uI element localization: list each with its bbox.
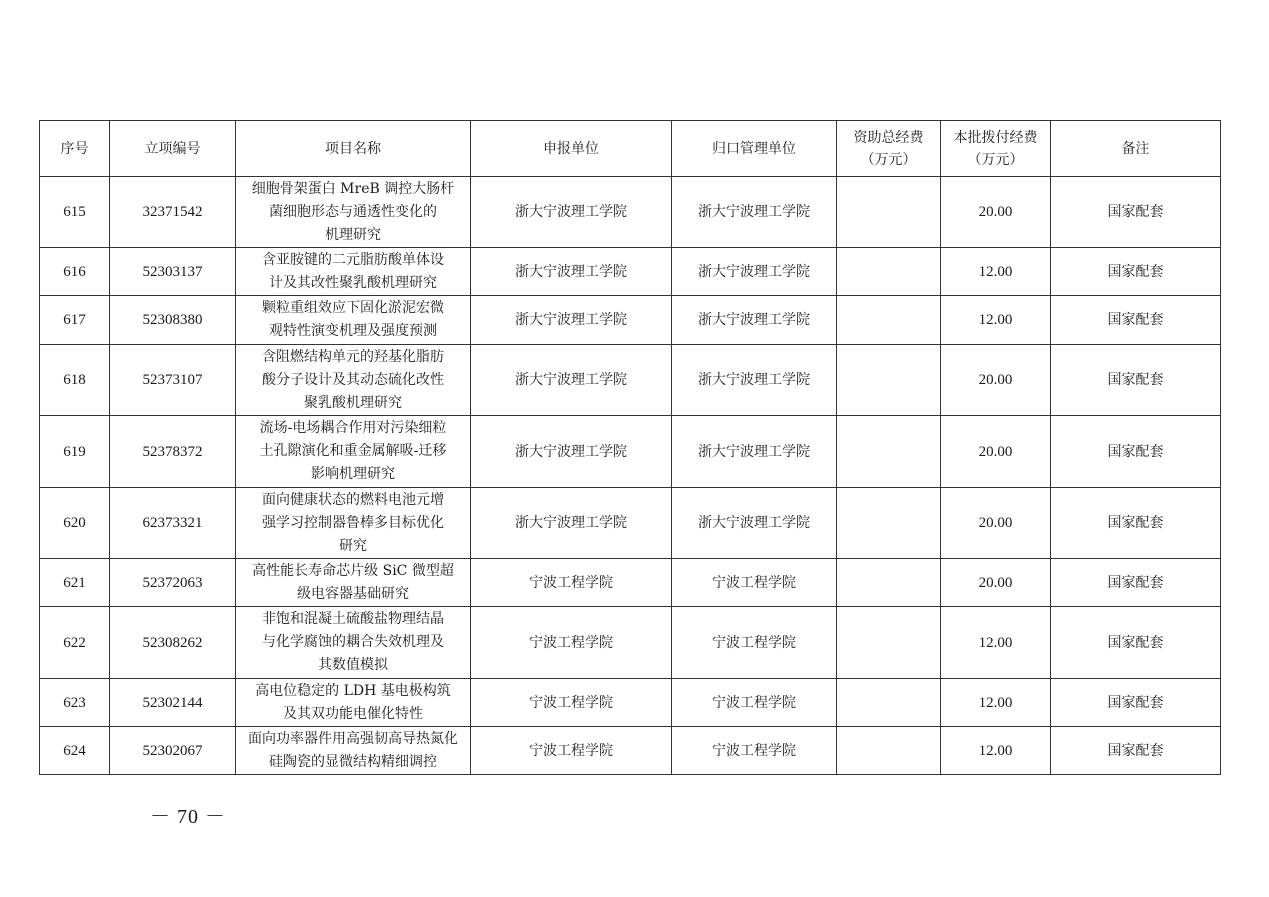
project-name-line: 观特性演变机理及强度预测 bbox=[269, 323, 437, 339]
cell-project-name bbox=[236, 416, 471, 488]
cell-total-funding bbox=[837, 296, 941, 345]
cell-code: 52378372 bbox=[110, 416, 236, 488]
cell-code: 52302067 bbox=[110, 727, 236, 775]
cell-remark: 国家配套 bbox=[1051, 679, 1221, 727]
cell-remark: 国家配套 bbox=[1051, 177, 1221, 248]
cell-manager: 浙大宁波理工学院 bbox=[672, 416, 837, 488]
header-total-funding bbox=[837, 121, 941, 177]
cell-total-funding bbox=[837, 727, 941, 775]
cell-batch-funding: 20.00 bbox=[941, 177, 1051, 248]
cell-remark: 国家配套 bbox=[1051, 345, 1221, 416]
cell-seq: 615 bbox=[40, 177, 110, 248]
cell-total-funding bbox=[837, 345, 941, 416]
cell-code: 52308262 bbox=[110, 607, 236, 679]
project-name-line: 级电容器基础研究 bbox=[297, 585, 409, 602]
cell-project-name bbox=[236, 607, 471, 679]
cell-applicant: 浙大宁波理工学院 bbox=[471, 488, 672, 559]
cell-batch-funding: 12.00 bbox=[941, 607, 1051, 679]
project-name-line: 高性能长寿命芯片级 SiC 微型超 bbox=[252, 562, 454, 579]
project-name-line: 面向健康状态的燃料电池元增 bbox=[262, 491, 444, 508]
table-row bbox=[40, 296, 1221, 345]
project-name-line: 面向功率器件用高强韧高导热氮化 bbox=[248, 730, 458, 747]
header-applicant: 申报单位 bbox=[471, 121, 672, 177]
project-name-line: 硅陶瓷的显微结构精细调控 bbox=[269, 753, 437, 770]
project-name-line: 与化学腐蚀的耦合失效机理及 bbox=[262, 634, 444, 650]
project-name-line: 机理研究 bbox=[325, 226, 381, 243]
cell-project-name bbox=[236, 559, 471, 607]
cell-batch-funding: 12.00 bbox=[941, 679, 1051, 727]
cell-remark: 国家配套 bbox=[1051, 559, 1221, 607]
project-name-line: 菌细胞形态与通透性变化的 bbox=[269, 203, 437, 220]
table-row bbox=[40, 248, 1221, 296]
cell-total-funding bbox=[837, 177, 941, 248]
table-row bbox=[40, 607, 1221, 679]
header-total-funding-unit: （万元） bbox=[860, 151, 917, 168]
header-manager: 归口管理单位 bbox=[672, 121, 837, 177]
cell-applicant: 浙大宁波理工学院 bbox=[471, 177, 672, 248]
cell-total-funding bbox=[837, 679, 941, 727]
table-body bbox=[40, 177, 1221, 775]
cell-applicant: 浙大宁波理工学院 bbox=[471, 345, 672, 416]
cell-seq: 616 bbox=[40, 248, 110, 296]
project-name-line: 强学习控制器鲁棒多目标优化 bbox=[262, 514, 444, 531]
cell-manager: 宁波工程学院 bbox=[672, 679, 837, 727]
cell-batch-funding: 12.00 bbox=[941, 296, 1051, 345]
table-row bbox=[40, 679, 1221, 727]
cell-project-name bbox=[236, 727, 471, 775]
table-row bbox=[40, 727, 1221, 775]
cell-batch-funding: 20.00 bbox=[941, 488, 1051, 559]
cell-total-funding bbox=[837, 607, 941, 679]
cell-batch-funding: 20.00 bbox=[941, 559, 1051, 607]
cell-seq: 622 bbox=[40, 607, 110, 679]
cell-project-name bbox=[236, 345, 471, 416]
cell-batch-funding: 20.00 bbox=[941, 345, 1051, 416]
cell-manager: 浙大宁波理工学院 bbox=[672, 296, 837, 345]
cell-batch-funding: 12.00 bbox=[941, 248, 1051, 296]
cell-seq: 618 bbox=[40, 345, 110, 416]
cell-manager: 宁波工程学院 bbox=[672, 607, 837, 679]
cell-seq: 617 bbox=[40, 296, 110, 345]
table-header-row bbox=[40, 121, 1221, 177]
cell-project-name bbox=[236, 488, 471, 559]
cell-applicant: 浙大宁波理工学院 bbox=[471, 248, 672, 296]
cell-applicant: 宁波工程学院 bbox=[471, 607, 672, 679]
cell-remark: 国家配套 bbox=[1051, 727, 1221, 775]
cell-code: 52308380 bbox=[110, 296, 236, 345]
header-name: 项目名称 bbox=[236, 121, 471, 177]
header-batch-funding bbox=[941, 121, 1051, 177]
cell-total-funding bbox=[837, 248, 941, 296]
header-batch-funding-label: 本批拨付经费 bbox=[953, 129, 1038, 146]
cell-applicant: 宁波工程学院 bbox=[471, 559, 672, 607]
project-name-line: 酸分子设计及其动态硫化改性 bbox=[262, 371, 444, 388]
cell-batch-funding: 12.00 bbox=[941, 727, 1051, 775]
header-code: 立项编号 bbox=[110, 121, 236, 177]
project-name-line: 影响机理研究 bbox=[311, 466, 395, 482]
cell-manager: 宁波工程学院 bbox=[672, 559, 837, 607]
cell-applicant: 宁波工程学院 bbox=[471, 679, 672, 727]
cell-remark: 国家配套 bbox=[1051, 296, 1221, 345]
table-row bbox=[40, 416, 1221, 488]
cell-project-name bbox=[236, 177, 471, 248]
cell-code: 52302144 bbox=[110, 679, 236, 727]
cell-total-funding bbox=[837, 416, 941, 488]
header-total-funding-label: 资助总经费 bbox=[853, 129, 924, 146]
cell-seq: 624 bbox=[40, 727, 110, 775]
cell-seq: 621 bbox=[40, 559, 110, 607]
table-row bbox=[40, 559, 1221, 607]
project-name-line: 颗粒重组效应下固化淤泥宏微 bbox=[262, 300, 444, 316]
cell-batch-funding: 20.00 bbox=[941, 416, 1051, 488]
header-remark: 备注 bbox=[1051, 121, 1221, 177]
project-name-line: 及其双功能电催化特性 bbox=[283, 705, 423, 722]
cell-remark: 国家配套 bbox=[1051, 248, 1221, 296]
cell-manager: 浙大宁波理工学院 bbox=[672, 345, 837, 416]
cell-applicant: 浙大宁波理工学院 bbox=[471, 416, 672, 488]
cell-manager: 浙大宁波理工学院 bbox=[672, 248, 837, 296]
project-name-line: 含亚胺键的二元脂肪酸单体设 bbox=[262, 251, 444, 268]
page-number: － 70 － bbox=[150, 806, 226, 828]
cell-applicant: 浙大宁波理工学院 bbox=[471, 296, 672, 345]
project-name-line: 计及其改性聚乳酸机理研究 bbox=[269, 274, 437, 291]
project-name-line: 流场-电场耦合作用对污染细粒 bbox=[259, 420, 447, 436]
table-row bbox=[40, 345, 1221, 416]
cell-manager: 浙大宁波理工学院 bbox=[672, 488, 837, 559]
cell-remark: 国家配套 bbox=[1051, 416, 1221, 488]
cell-project-name bbox=[236, 679, 471, 727]
cell-applicant: 宁波工程学院 bbox=[471, 727, 672, 775]
cell-code: 62373321 bbox=[110, 488, 236, 559]
project-name-line: 细胞骨架蛋白 MreB 调控大肠杆 bbox=[251, 180, 455, 197]
project-name-line: 聚乳酸机理研究 bbox=[304, 394, 402, 411]
cell-remark: 国家配套 bbox=[1051, 488, 1221, 559]
cell-manager: 宁波工程学院 bbox=[672, 727, 837, 775]
project-name-line: 土孔隙演化和重金属解吸-迁移 bbox=[259, 443, 447, 459]
project-name-line: 含阻燃结构单元的羟基化脂肪 bbox=[262, 348, 444, 365]
cell-total-funding bbox=[837, 488, 941, 559]
cell-manager: 浙大宁波理工学院 bbox=[672, 177, 837, 248]
cell-seq: 623 bbox=[40, 679, 110, 727]
header-seq: 序号 bbox=[40, 121, 110, 177]
cell-code: 52372063 bbox=[110, 559, 236, 607]
cell-code: 52303137 bbox=[110, 248, 236, 296]
cell-code: 52373107 bbox=[110, 345, 236, 416]
cell-project-name bbox=[236, 296, 471, 345]
header-batch-funding-unit: （万元） bbox=[967, 151, 1024, 168]
cell-code: 32371542 bbox=[110, 177, 236, 248]
cell-total-funding bbox=[837, 559, 941, 607]
funding-table bbox=[39, 120, 1221, 775]
table-row bbox=[40, 177, 1221, 248]
cell-seq: 619 bbox=[40, 416, 110, 488]
cell-seq: 620 bbox=[40, 488, 110, 559]
project-name-line: 高电位稳定的 LDH 基电极构筑 bbox=[255, 682, 451, 699]
project-name-line: 研究 bbox=[339, 537, 367, 554]
project-name-line: 其数值模拟 bbox=[318, 657, 388, 673]
cell-project-name bbox=[236, 248, 471, 296]
project-name-line: 非饱和混凝土硫酸盐物理结晶 bbox=[262, 611, 444, 627]
cell-remark: 国家配套 bbox=[1051, 607, 1221, 679]
table-row bbox=[40, 488, 1221, 559]
